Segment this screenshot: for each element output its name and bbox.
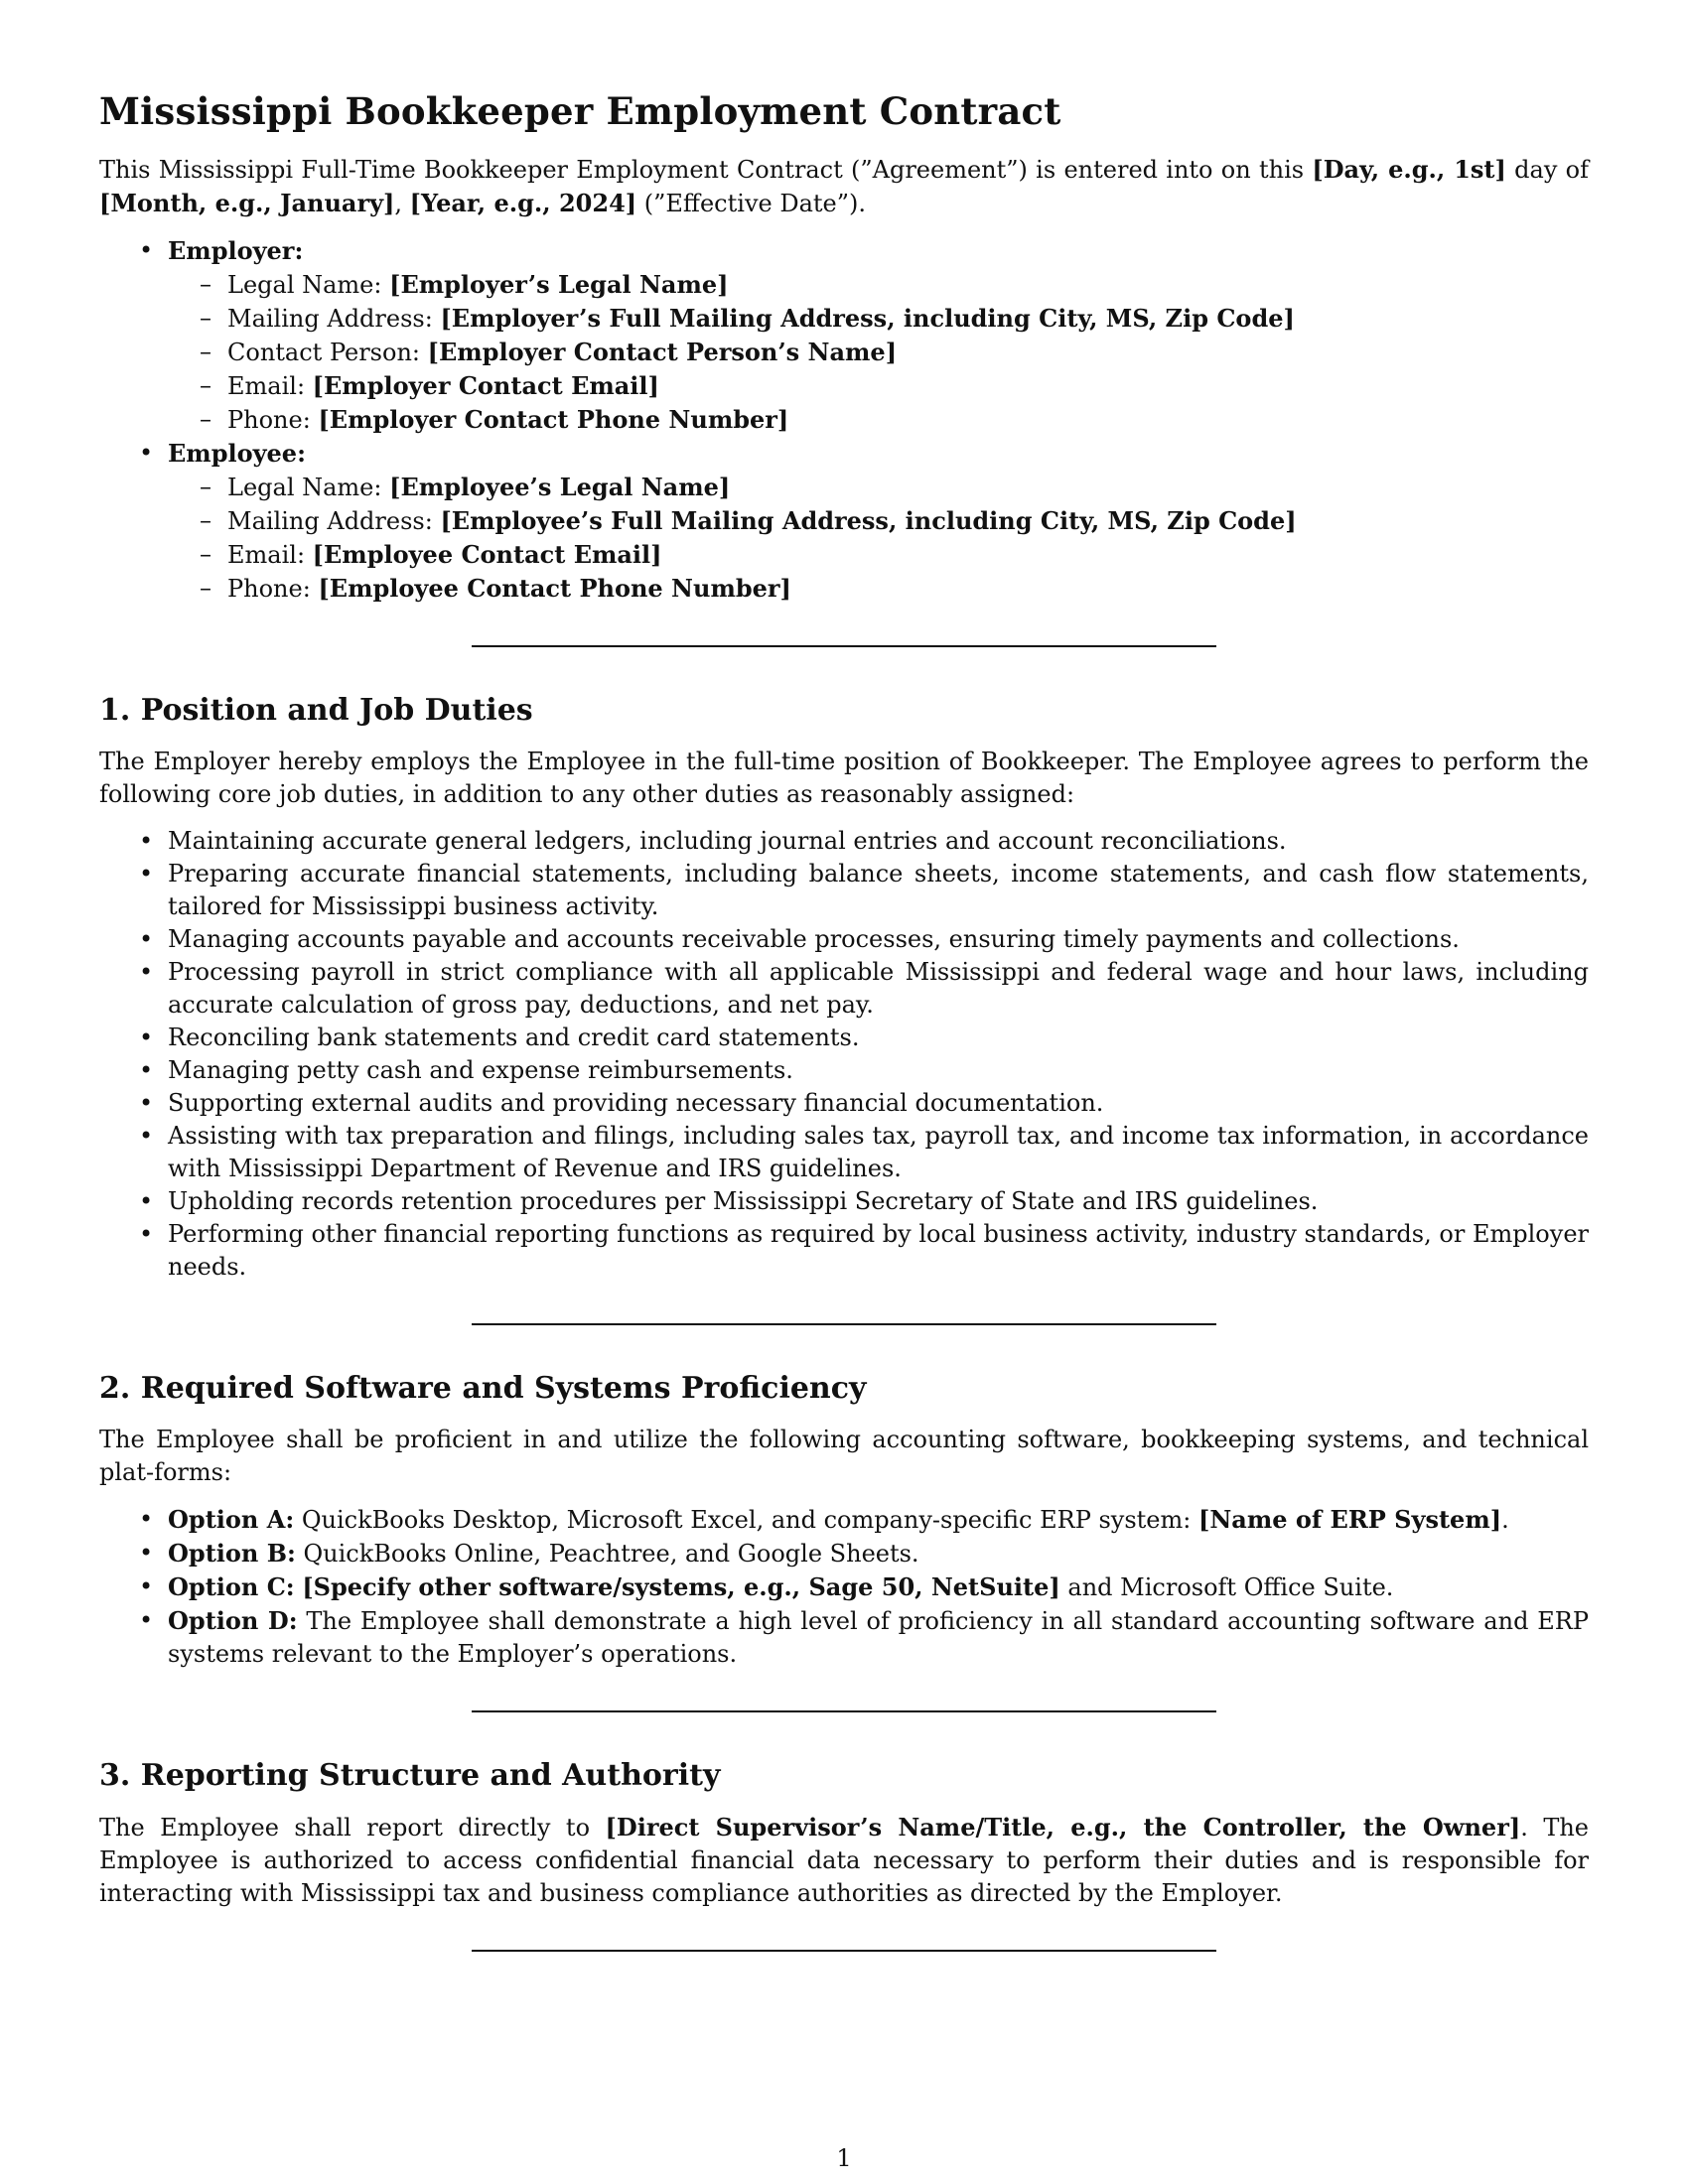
- field-placeholder: [Employee’s Legal Name]: [389, 473, 731, 501]
- field-label: Phone:: [227, 575, 319, 603]
- field-label: Mailing Address:: [227, 507, 441, 535]
- option-text: and Microsoft Office Suite.: [1059, 1573, 1394, 1601]
- employer-heading: Employer:: [168, 236, 304, 265]
- intro-text-1: This Mississippi Full-Time Bookkeeper Employment Contract (”Agreement”) is entered into on this: [99, 156, 1313, 184]
- employee-phone: [168, 572, 1589, 606]
- section-divider: [472, 1950, 1216, 1952]
- intro-text-2: day of: [1505, 156, 1589, 184]
- option-end: .: [1501, 1506, 1509, 1534]
- section-paragraph: [99, 1811, 1589, 1910]
- document-title: Mississippi Bookkeeper Employment Contract: [99, 89, 1061, 133]
- field-label: Mailing Address:: [227, 305, 441, 333]
- section-divider: [472, 645, 1216, 647]
- year-placeholder: [Year, e.g., 2024]: [409, 189, 637, 217]
- section-intro: The Employer hereby employs the Employee in the full-time position of Bookkeeper. The Employee agrees to perform the following core job duties, in addition to any other duties as reasonably assigned:: [99, 748, 1589, 808]
- field-placeholder: [Employer’s Full Mailing Address, including City, MS, Zip Code]: [440, 304, 1295, 333]
- field-placeholder: [Employer Contact Email]: [312, 371, 659, 400]
- option-d: [99, 1604, 1589, 1671]
- day-placeholder: [Day, e.g., 1st]: [1312, 155, 1506, 184]
- reporting-text-1: The Employee shall report directly to: [99, 1814, 606, 1842]
- field-label: Legal Name:: [227, 271, 390, 299]
- list-item: • Maintaining accurate general ledgers, including journal entries and account reconciliations.: [99, 825, 1589, 858]
- section-divider: [472, 1323, 1216, 1325]
- list-item: • Assisting with tax preparation and filings, including sales tax, payroll tax, and income tax information, in accordance with Mississippi Department of Revenue and IRS guidelines.: [99, 1120, 1589, 1185]
- employer-email: [168, 369, 1589, 403]
- duties-list: [99, 825, 1589, 1284]
- intro-text-3: ,: [394, 190, 410, 217]
- field-placeholder: [Employee Contact Email]: [312, 540, 662, 569]
- month-placeholder: [Month, e.g., January]: [99, 189, 395, 217]
- field-label: Email:: [227, 372, 313, 400]
- field-placeholder: [Employer Contact Phone Number]: [318, 405, 789, 434]
- employer-legal-name: [168, 268, 1589, 302]
- document-page: [99, 89, 1589, 2154]
- employee-heading: Employee:: [168, 439, 306, 468]
- option-label: Option A:: [168, 1505, 295, 1534]
- list-item: • Reconciling bank statements and credit card statements.: [99, 1022, 1589, 1054]
- page-number: 1: [836, 2144, 852, 2172]
- field-label: Email:: [227, 541, 313, 569]
- field-placeholder: [Employee Contact Phone Number]: [318, 574, 791, 603]
- option-text: QuickBooks Online, Peachtree, and Google Sheets.: [295, 1540, 919, 1568]
- field-placeholder: [Employer Contact Person’s Name]: [427, 338, 898, 366]
- list-item: • Processing payroll in strict compliance with all applicable Mississippi and federal wage and hour laws, including accurate calculation of gross pay, deductions, and net pay.: [99, 956, 1589, 1022]
- employee-mailing-address: [168, 504, 1589, 538]
- option-text: QuickBooks Desktop, Microsoft Excel, and company-specific ERP system:: [294, 1506, 1198, 1534]
- option-label: Option C:: [168, 1572, 295, 1601]
- supervisor-placeholder: [Direct Supervisor’s Name/Title, e.g., the Controller, the Owner]: [605, 1813, 1521, 1842]
- list-item: • Supporting external audits and providing necessary financial documentation.: [99, 1087, 1589, 1120]
- section-software: [99, 1371, 1589, 1671]
- parties-list: [99, 234, 1589, 606]
- intro-text-4: (”Effective Date”).: [636, 190, 866, 217]
- field-label: Legal Name:: [227, 474, 390, 501]
- field-label: Contact Person:: [227, 339, 428, 366]
- option-label: Option D:: [168, 1606, 298, 1635]
- employer-details: [168, 268, 1589, 437]
- reporting-text-2: . The Employee is authorized to access confidential financial data necessary to perform their duties and is responsible for interacting with Mississippi tax and business compliance authorities as directed by the Employer.: [99, 1814, 1589, 1907]
- employee-block: [99, 437, 1589, 606]
- list-item: • Preparing accurate financial statements, including balance sheets, income statements, and cash flow statements, tailored for Mississippi business activity.: [99, 858, 1589, 923]
- employee-legal-name: [168, 471, 1589, 504]
- section-heading: 1. Position and Job Duties: [99, 693, 533, 728]
- software-options-list: [99, 1503, 1589, 1671]
- list-item: • Managing accounts payable and accounts receivable processes, ensuring timely payments and collections.: [99, 923, 1589, 956]
- option-b: [99, 1537, 1589, 1570]
- employer-contact-person: [168, 336, 1589, 369]
- section-heading: 3. Reporting Structure and Authority: [99, 1758, 721, 1793]
- employer-mailing-address: [168, 302, 1589, 336]
- section-heading: 2. Required Software and Systems Proficiency: [99, 1371, 867, 1406]
- field-placeholder: [Employee’s Full Mailing Address, including City, MS, Zip Code]: [440, 506, 1297, 535]
- section-intro: The Employee shall be proficient in and utilize the following accounting software, bookkeeping systems, and technical plat-forms:: [99, 1426, 1589, 1486]
- option-label: Option B:: [168, 1539, 296, 1568]
- list-item: • Managing petty cash and expense reimbursements.: [99, 1054, 1589, 1087]
- employee-details: [168, 471, 1589, 606]
- option-text: The Employee shall demonstrate a high level of proficiency in all standard accounting software and ERP systems relevant to the Employer’s operations.: [168, 1607, 1590, 1668]
- option-c: [99, 1570, 1589, 1604]
- section-position-duties: [99, 693, 1589, 1284]
- employer-phone: [168, 403, 1589, 437]
- employer-block: [99, 234, 1589, 437]
- erp-placeholder: [Name of ERP System]: [1197, 1505, 1502, 1534]
- list-item: • Performing other financial reporting functions as required by local business activity, industry standards, or Employer needs.: [99, 1218, 1589, 1284]
- field-label: Phone:: [227, 406, 319, 434]
- field-placeholder: [Employer’s Legal Name]: [389, 270, 729, 299]
- software-placeholder: [Specify other software/systems, e.g., Sage 50, NetSuite]: [302, 1572, 1060, 1601]
- list-item: • Upholding records retention procedures per Mississippi Secretary of State and IRS guidelines.: [99, 1185, 1589, 1218]
- employee-email: [168, 538, 1589, 572]
- section-divider: [472, 1710, 1216, 1712]
- section-reporting: [99, 1758, 1589, 1910]
- intro-paragraph: [99, 153, 1589, 220]
- option-a: [99, 1503, 1589, 1537]
